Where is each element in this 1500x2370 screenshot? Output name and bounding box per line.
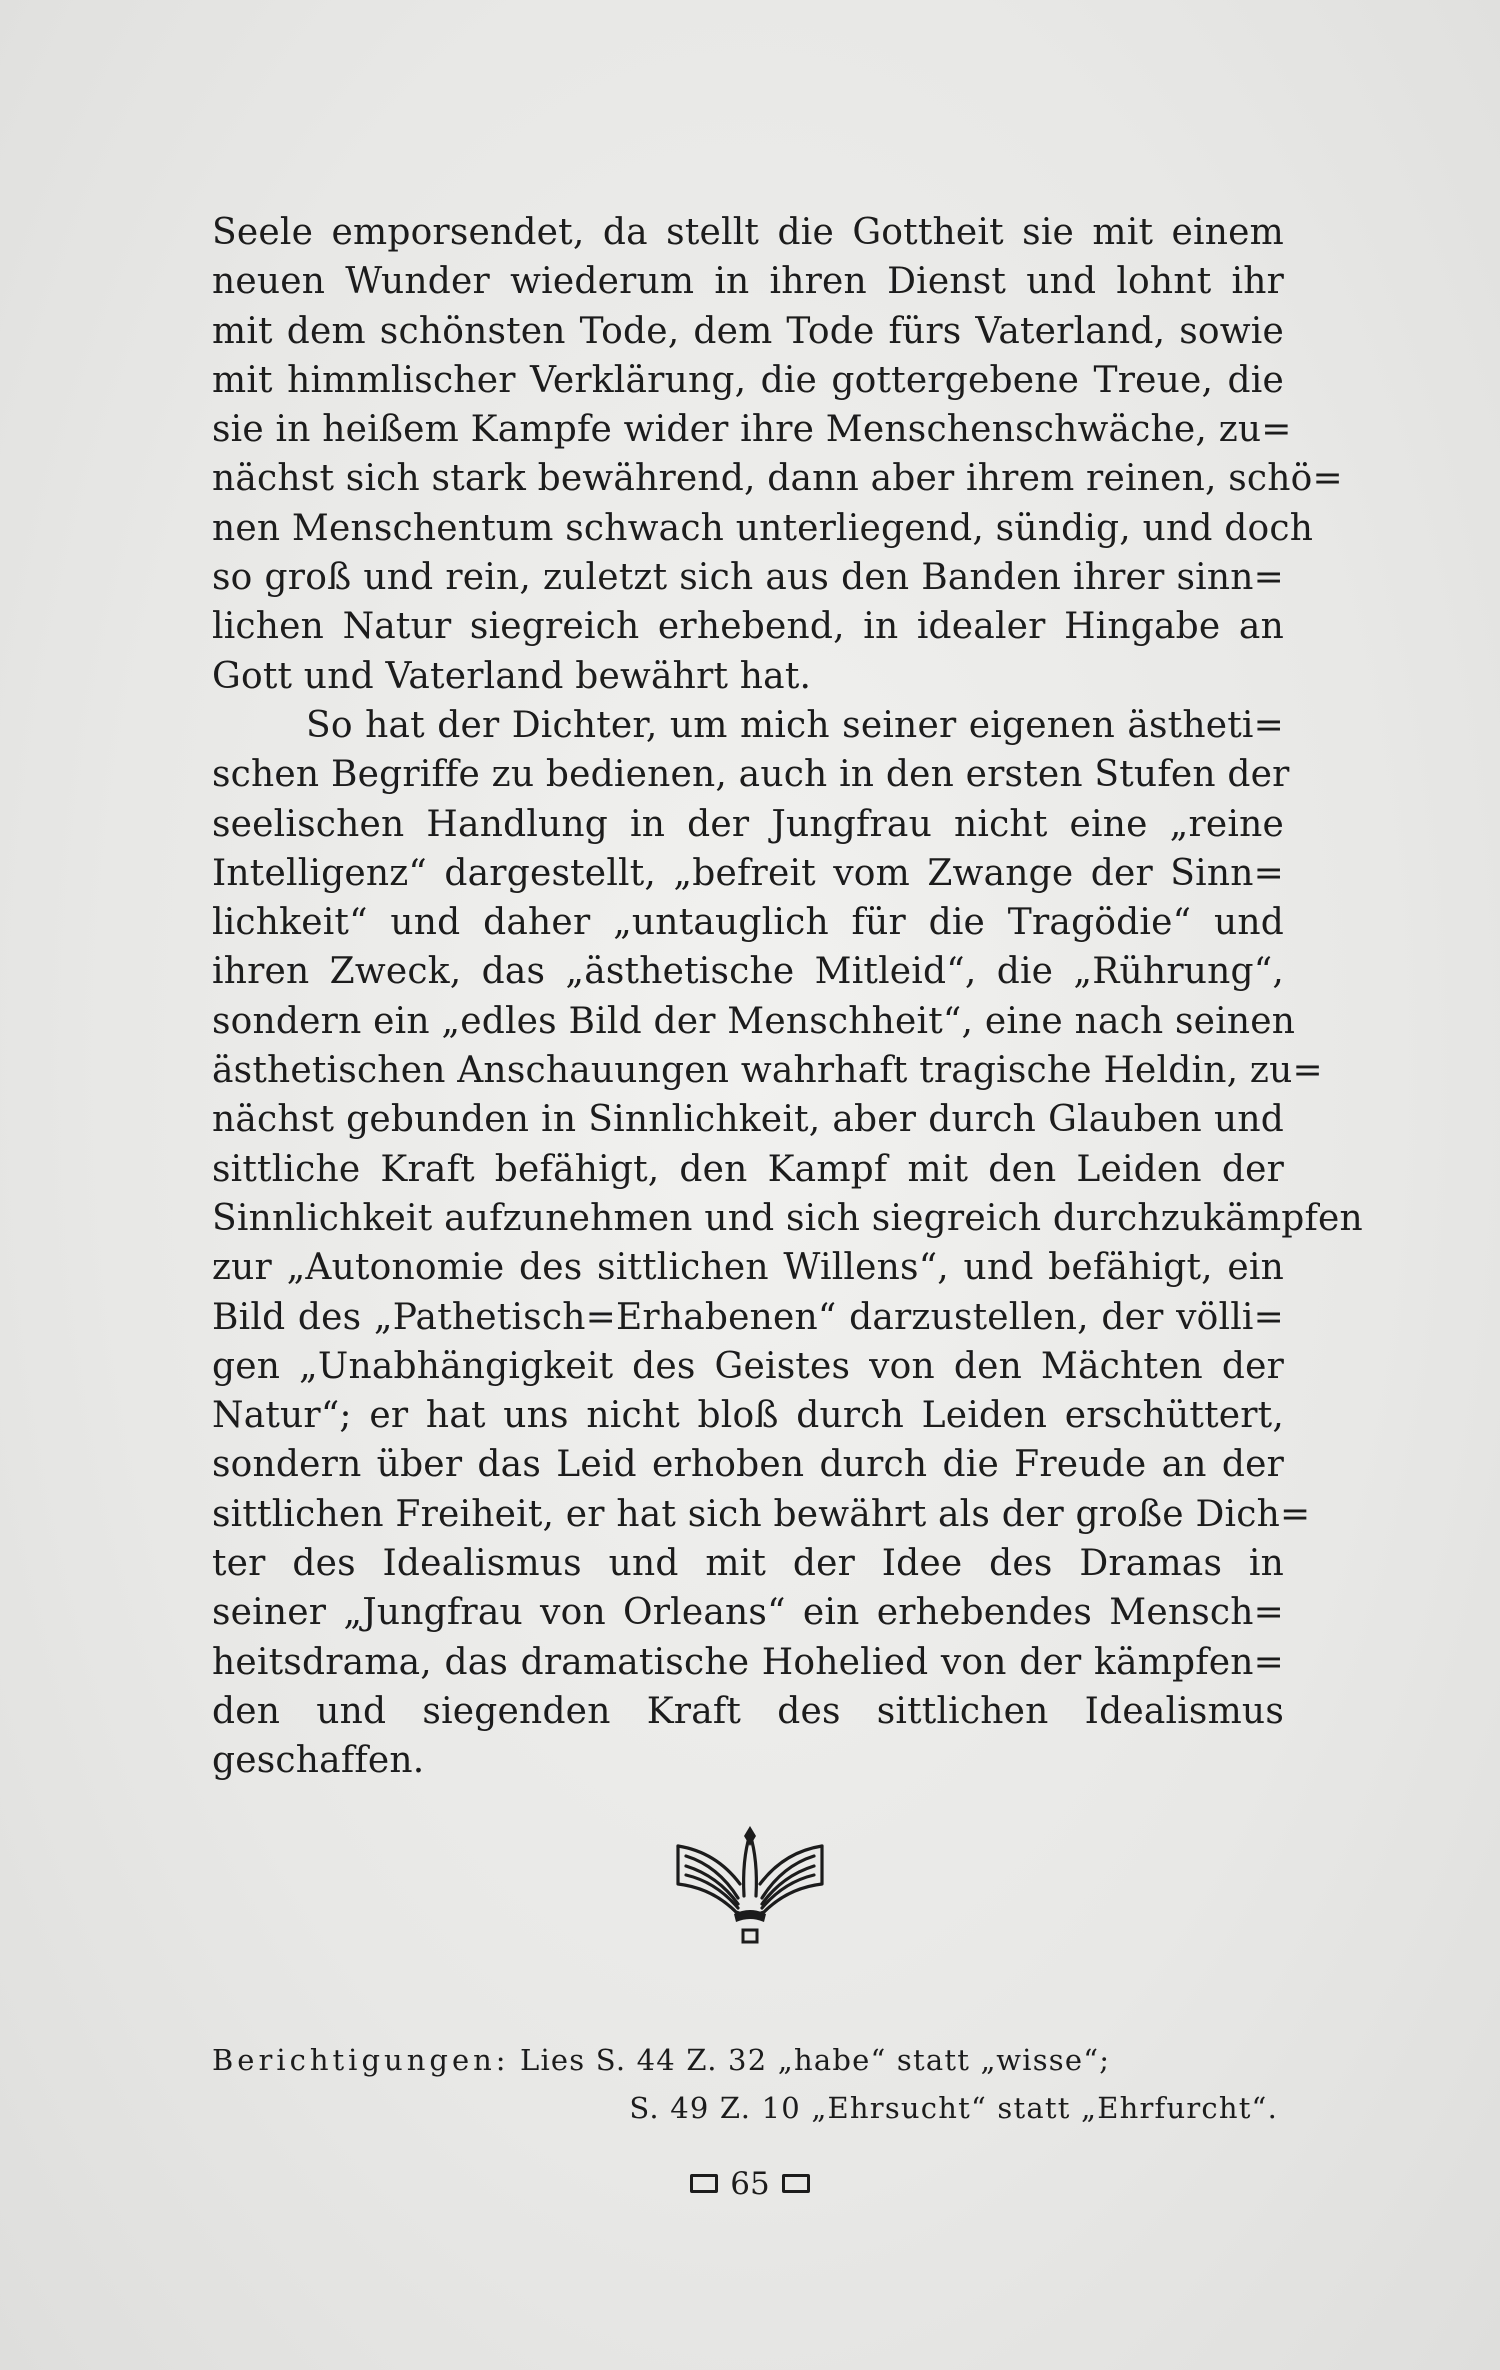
text-line: mit himmlischer Verklärung, die gottergebene Treue, die: [212, 359, 1284, 401]
text-line: ihren Zweck, das „ästhetische Mitleid“, die „Rührung“,: [212, 951, 1284, 993]
text-line: zur „Autonomie des sittlichen Willens“, und befähigt, ein: [212, 1247, 1284, 1289]
correction-entry-2: S. 49 Z. 10 „Ehrsucht“ statt „Ehrfurcht“.: [629, 2091, 1278, 2125]
text-line: neuen Wunder wiederum in ihren Dienst und lohnt ihr: [212, 261, 1284, 303]
square-ornament-right-icon: [782, 2174, 810, 2193]
text-line: schen Begriffe zu bedienen, auch in den ersten Stufen der: [212, 754, 1290, 796]
corrections: [212, 2036, 1284, 2132]
text-line: geschaffen.: [212, 1740, 425, 1782]
text-line: Gott und Vaterland bewährt hat.: [212, 655, 812, 697]
corrections-label: Berichtigungen:: [212, 2043, 510, 2077]
text-line: sittlichen Freiheit, er hat sich bewährt als der große Dich=: [212, 1493, 1311, 1535]
text-line: so groß und rein, zuletzt sich aus den Banden ihrer sinn=: [212, 557, 1284, 599]
text-line: sondern über das Leid erhoben durch die Freude an der: [212, 1444, 1284, 1486]
text-line: Intelligenz“ dargestellt, „befreit vom Zwange der Sinn=: [212, 852, 1284, 894]
text-line: nen Menschentum schwach unterliegend, sündig, und doch: [212, 507, 1314, 549]
text-line: nächst sich stark bewährend, dann aber ihrem reinen, schö=: [212, 458, 1343, 500]
square-ornament-left-icon: [690, 2174, 718, 2193]
page-number-value: 65: [730, 2166, 770, 2202]
page-number: [0, 2162, 1500, 2206]
corrections-line-2: [212, 2084, 1284, 2132]
text-line: sittliche Kraft befähigt, den Kampf mit den Leiden der: [212, 1148, 1284, 1190]
text-line: seelischen Handlung in der Jungfrau nicht eine „reine: [212, 803, 1284, 845]
text-line: lichkeit“ und daher „untauglich für die Tragödie“ und: [212, 902, 1284, 944]
lotus-ornament-icon: [672, 1826, 828, 1948]
text-line: nächst gebunden in Sinnlichkeit, aber durch Glauben und: [212, 1099, 1284, 1141]
text-line: Sinnlichkeit aufzunehmen und sich siegreich durchzukämpfen: [212, 1197, 1363, 1239]
text-line: Natur“; er hat uns nicht bloß durch Leiden erschüttert,: [212, 1395, 1284, 1437]
text-line: Seele emporsendet, da stellt die Gottheit sie mit einem: [212, 212, 1284, 253]
corrections-line-1: [212, 2036, 1284, 2084]
text-line: lichen Natur siegreich erhebend, in idealer Hingabe an: [212, 606, 1284, 648]
text-line: mit dem schönsten Tode, dem Tode fürs Vaterland, sowie: [212, 310, 1284, 352]
text-line: sondern ein „edles Bild der Menschheit“, eine nach seinen: [212, 1000, 1296, 1042]
text-line: seiner „Jungfrau von Orleans“ ein erhebendes Mensch=: [212, 1592, 1284, 1634]
text-line: Bild des „Pathetisch=Erhabenen“ darzustellen, der völli=: [212, 1296, 1284, 1338]
text-line: So hat der Dichter, um mich seiner eigenen ästheti=: [306, 704, 1284, 746]
text-line: den und siegenden Kraft des sittlichen Idealismus: [212, 1690, 1284, 1732]
text-line: ästhetischen Anschauungen wahrhaft tragische Heldin, zu=: [212, 1050, 1323, 1092]
text-line: gen „Unabhängigkeit des Geistes von den Mächten der: [212, 1345, 1284, 1387]
body-text: [212, 208, 1363, 1786]
text-line: heitsdrama, das dramatische Hohelied von der kämpfen=: [212, 1641, 1284, 1683]
text-line: sie in heißem Kampfe wider ihre Menschenschwäche, zu=: [212, 409, 1292, 451]
text-line: ter des Idealismus und mit der Idee des Dramas in: [212, 1543, 1284, 1585]
correction-entry-1: Lies S. 44 Z. 32 „habe“ statt „wisse“;: [519, 2043, 1111, 2077]
